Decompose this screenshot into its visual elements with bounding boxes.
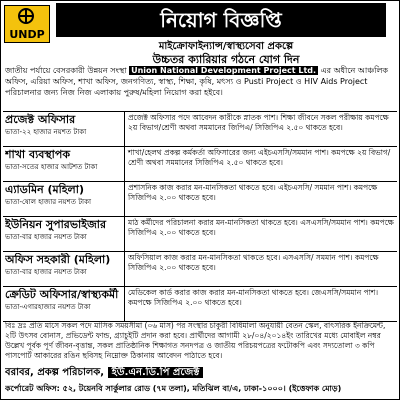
signature-line — [5, 365, 395, 381]
page-title: নিয়োগ বিজ্ঞপ্তি — [56, 3, 386, 37]
position-salary: ভাতা-সতের হাজার আটশত টাকা — [5, 163, 98, 171]
signature-lead: বরাবর, প্রকল্প পরিচালক, — [5, 367, 105, 378]
position-requirements: অফিসিয়াল কাজ করার মন-মানসিকতা থাকতে হবে। এসএসসি/ সমমান পাশ। কমপক্ষে সিজিপিএ ২.০০ থাকতে হবে। — [128, 253, 379, 272]
position-requirements: প্রশাসনিক কাজ করার মন-মানসিকতা থাকতে হবে। এইচএসসি/ সমমান পাশ। কমপক্ষে সিজিপিএ ২.০০ থাকতে হবে। — [128, 183, 378, 202]
position-requirements: মেডিকেল কার্ড করার কাজ করার মন-মানসিকতা থাকতে হবে। জেএসসি/সমমান পাশ। কমপক্ষে সিজিপিএ ২.০০ থাকতে হবে। — [128, 288, 379, 307]
position-salary: ভাতা-ষোল হাজার নয়শত টাকা — [5, 198, 91, 206]
position-salary: ভাতা-২২ হাজার নয়শত টাকা — [5, 128, 87, 136]
subtitle-project: মাইক্রোফাইন্যান্স/স্বাস্থ্যসেবা প্রকল্পে — [158, 41, 294, 52]
logo-text: UNDP — [9, 28, 45, 41]
intro-pre: জাতীয় পর্যায়ে বেসরকারী উন্নয়ন সংস্থা — [5, 66, 127, 75]
position-title: অফিস সহকারী (মহিলা) — [5, 253, 111, 266]
project-name: ইউ.এন.ডি.পি প্রজেক্ট — [108, 367, 204, 378]
position-title: এ্যাডমিন (মহিলা) — [5, 183, 84, 196]
position-requirements: মাঠ কর্মীদের পরিচালনা করার মন-মানসিকতা থাকতে হবে। এসএসসি/সমমান পাশ। কমপক্ষে সিজিপিএ ২.০০ থাকতে হবে। — [128, 218, 394, 237]
position-salary: ভাতা-বার হাজার নয়শত টাকা — [5, 268, 87, 276]
intro-paragraph — [5, 65, 395, 109]
position-title: শাখা ব্যবস্থাপক — [5, 148, 71, 161]
position-row — [3, 147, 397, 182]
position-row — [3, 252, 397, 287]
undp-logo — [4, 5, 50, 43]
position-requirements: প্রজেক্ট অফিসার পদে আবেদন কারীকে স্নাতক পাশ। শিক্ষা জীবনে সকল পরীক্ষায় কমপক্ষে ২য় বিভাগ/শ্রেণী অথবা সমমানের জিপিএ/ সিজিপিএ ২.৫০ থাকতে হবে। — [128, 113, 389, 132]
position-requirements: শাখা/হেলথ প্রকল্প কর্মকর্তা অফিসারের জন্য এইচএসসি/সমমান পাশ। কমপক্ষে ২য় বিভাগ/শ্রেণী অথবা সমমানের সিজিপিএ ২.৫০ থাকতে হবে। — [128, 148, 391, 167]
position-title: প্রজেক্ট অফিসার — [5, 113, 76, 126]
intro-post: এর অধীনে আঞ্চলিক অফিস, এরিয়া অফিস, শাখা অফিস, জনগণিত্য, স্বাস্থ্য, শিক্ষা, কৃষি, মৎস্য ও Pusti Project ও HIV Aids Project পরিচালনার জন্য নিজ নিজ এলাকায় পুরুষ/মহিলা নিয়োগ করা হইবে। — [5, 66, 389, 97]
position-salary: ভাতা-এগারহাজার নয়শত টাকা — [5, 303, 91, 311]
position-title: ক্রেডিট অফিসার/স্বাস্থ্যকর্মী — [5, 288, 119, 301]
organization-name: Union National Development Project Ltd. — [131, 66, 317, 75]
position-row — [3, 217, 397, 252]
position-row — [3, 112, 397, 147]
office-address: কর্পোরেট অফিস: ৫২, টয়েনবি সার্কুলার রোড (৭ম তলা), মতিঝিল বা/এ, ঢাকা-১০০০। (ইত্তেফাক মোড়) — [5, 384, 342, 393]
globe-icon — [18, 8, 34, 24]
positions-table — [3, 111, 397, 322]
application-instructions: বিঃ দ্রঃ প্রতি মাসে সকল পদে মাসিক সময়সীমা (০৬ মাস) পর সংস্থার চাকুরী বিধিমালা অনুযায়ী বেতন স্কেল, বাৎসরিক ইনক্রিমেন্ট, ২টি উৎসব বোনাস, প্রভিডেন্ট ফান্ড, গ্র্যাচুইটি প্রদান করা হবে। প্রার্থীদের আগামী ২৮/০৪/২০১৪ইং তারিখের মধ্যে মোবাইল নম্বর উল্লেখ পূর্বক পূর্ণ জীবন-বৃত্তান্ত, সকল প্রাতিষ্ঠানিক শিক্ষাগত সনদপত্র ও জাতীয় পরিচয়পত্রের ফটোকপি এবং সদ্যতোলা ৩ কপি পাসপোর্ট আকারের রঙিন ছবিসহ নিম্নোক্ত ঠিকানায় আবেদন পাঠাতে হবে। — [5, 321, 386, 360]
position-title: ইউনিয়ন সুপারভাইজার — [5, 218, 107, 231]
position-row — [3, 287, 397, 322]
position-salary: ভাতা-বার হাজার নয়শত টাকা — [5, 233, 87, 241]
subtitle-career: উচ্চতর ক্যারিয়ার গঠনে যোগ দিন — [152, 53, 300, 66]
position-row — [3, 182, 397, 217]
